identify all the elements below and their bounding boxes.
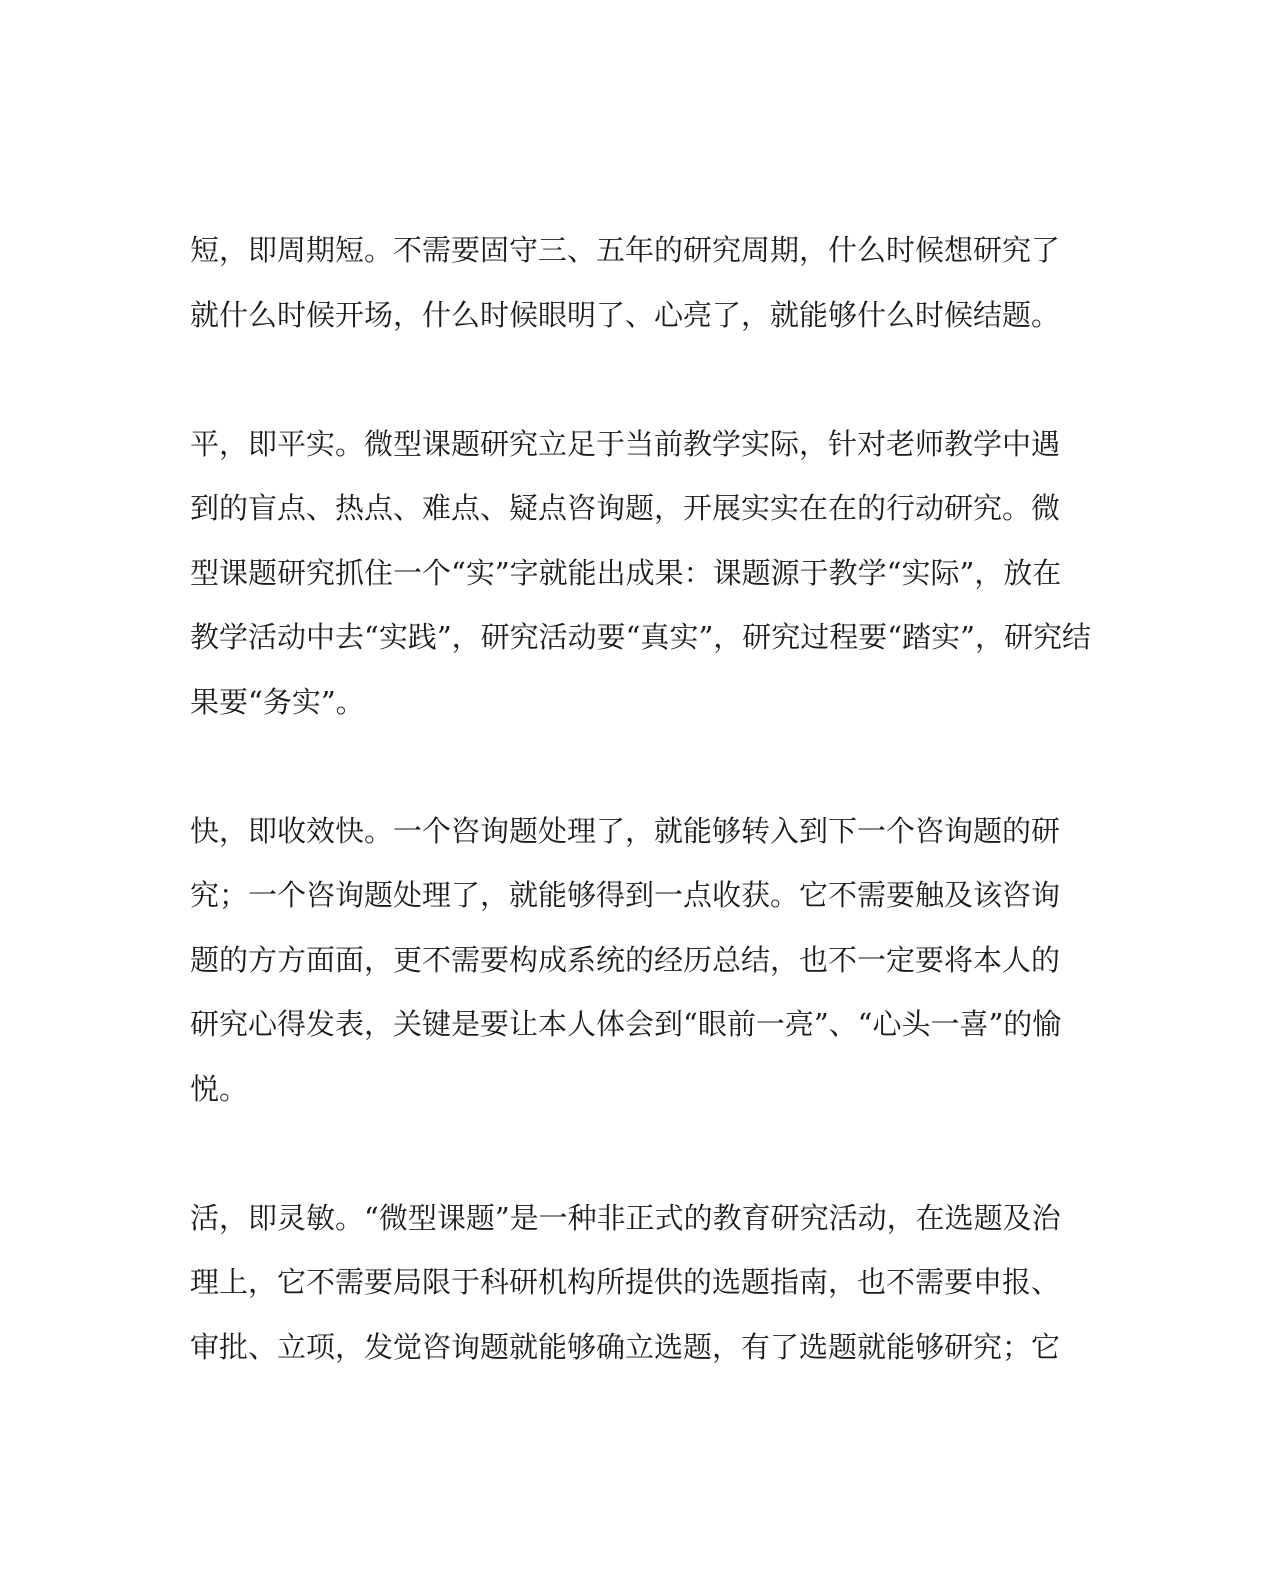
text-line: 教学活动中去“实践”，研究活动要“真实”，研究过程要“踏实”，研究结 xyxy=(190,620,1091,654)
text-line: 究；一个咨询题处理了，就能够得到一点收获。它不需要触及该咨询 xyxy=(190,878,1061,912)
paragraph-flexible xyxy=(190,1186,1090,1380)
paragraph-plain xyxy=(190,412,1090,735)
paragraph-short xyxy=(190,218,1090,347)
text-line: 短，即周期短。不需要固守三、五年的研究周期，什么时候想研究了 xyxy=(190,233,1061,267)
text-line: 到的盲点、热点、难点、疑点咨询题，开展实实在在的行动研究。微 xyxy=(190,491,1061,525)
document-body xyxy=(190,218,1090,1444)
text-line: 活，即灵敏。“微型课题”是一种非正式的教育研究活动，在选题及治 xyxy=(190,1200,1061,1235)
text-line: 平，即平实。微型课题研究立足于当前教学实际，针对老师教学中遇 xyxy=(190,426,1061,461)
text-line: 审批、立项，发觉咨询题就能够确立选题，有了选题就能够研究；它 xyxy=(190,1329,1061,1364)
text-line: 型课题研究抓住一个“实”字就能出成果：课题源于教学“实际”，放在 xyxy=(190,555,1062,590)
text-line: 果要“务实”。 xyxy=(190,684,365,719)
paragraph-fast xyxy=(190,799,1090,1122)
text-line: 快，即收效快。一个咨询题处理了，就能够转入到下一个咨询题的研 xyxy=(190,813,1061,848)
text-line: 理上，它不需要局限于科研机构所提供的选题指南，也不需要申报、 xyxy=(190,1265,1061,1299)
text-line: 研究心得发表，关键是要让本人体会到“眼前一亮”、“心头一喜”的愉 xyxy=(190,1007,1062,1041)
text-line: 悦。 xyxy=(190,1071,249,1106)
text-line: 就什么时候开场，什么时候眼明了、心亮了，就能够什么时候结题。 xyxy=(190,297,1061,332)
text-line: 题的方方面面，更不需要构成系统的经历总结，也不一定要将本人的 xyxy=(190,942,1061,977)
